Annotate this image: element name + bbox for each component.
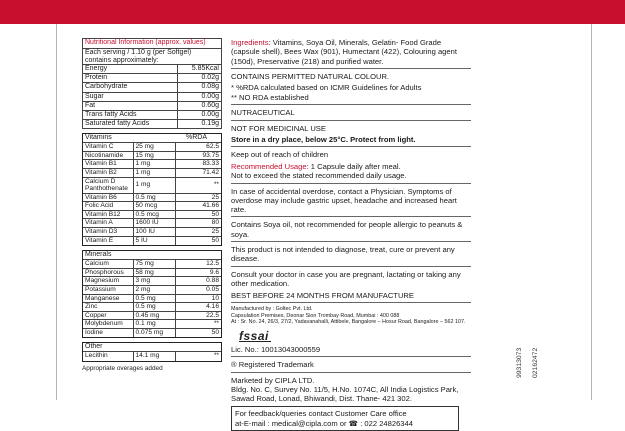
table-cell: 0.05 <box>175 285 221 294</box>
divider <box>231 104 471 105</box>
vitamins-header-label: Vitamins <box>85 133 112 141</box>
colour-notice: CONTAINS PERMITTED NATURAL COLOUR. <box>231 71 390 81</box>
table-row <box>83 65 222 74</box>
table-row <box>83 151 221 160</box>
table-cell: 50 <box>175 328 221 337</box>
table-cell: 0.19g <box>177 119 221 128</box>
table-cell: 25 <box>175 193 221 202</box>
ingredients-text: : Vitamins, Soya Oil, Minerals, Gelatin- Food Grade (capsule shell), Bees Wax (901), Humectant (422), Colouring agent (150d), Preservative (218) and purified water. <box>231 38 457 66</box>
table-cell: Potassium <box>83 285 133 294</box>
soya-warning: Contains Soya oil, not recommended for people allergic to peanuts & soya. <box>231 220 463 239</box>
carton-top-band <box>0 0 625 24</box>
ingredients-label: Ingredients <box>231 38 269 47</box>
table-row <box>83 328 221 337</box>
table-cell: 0.00g <box>177 110 221 119</box>
divider <box>231 146 471 147</box>
table-cell: 0.1 mg <box>133 320 175 329</box>
nutrition-serving: Each serving / 1.10 g (per Softgel) contains approximately: <box>83 49 222 65</box>
table-row <box>83 320 221 329</box>
table-cell: ** <box>213 352 219 360</box>
divider <box>231 302 471 303</box>
feedback-line-1: For feedback/queries contact Customer Care office <box>235 409 407 419</box>
trademark-note: ® Registered Trademark <box>231 360 314 370</box>
table-cell: 0.88 <box>175 277 221 286</box>
table-cell: Carbohydrate <box>83 83 178 92</box>
table-cell: 25 mg <box>133 143 175 152</box>
other-table <box>82 342 222 362</box>
table-cell: Zinc <box>83 303 133 312</box>
table-cell: 0.5 mg <box>133 294 175 303</box>
table-cell: 0.075 mg <box>133 328 175 337</box>
table-cell: Folic Acid <box>83 202 133 211</box>
disclaimer: This product is not intended to diagnose, treat, cure or prevent any disease. <box>231 245 455 264</box>
table-cell: Trans fatty Acids <box>83 110 178 119</box>
divider <box>231 356 471 357</box>
vitamins-table <box>82 133 222 246</box>
table-cell: 2 mg <box>133 285 175 294</box>
table-cell: Molybdenum <box>83 320 133 329</box>
table-row <box>83 110 222 119</box>
table-cell: 25 <box>175 227 221 236</box>
table-row <box>83 260 221 269</box>
table-row <box>83 160 221 169</box>
table-row <box>83 303 221 312</box>
table-cell: 50 mcg <box>133 202 175 211</box>
divider <box>231 241 471 242</box>
divider <box>231 372 471 373</box>
children-warning: Keep out of reach of children <box>231 150 329 160</box>
table-row <box>83 119 222 128</box>
table-cell: 1 mg <box>133 160 175 169</box>
table-row <box>83 311 221 320</box>
table-cell: Vitamin B1 <box>83 160 133 169</box>
table-cell: Vitamin B12 <box>83 210 133 219</box>
table-cell: 1 mg <box>133 168 175 177</box>
table-cell: 50 <box>175 236 221 245</box>
rda-note: * %RDA calculated based on ICMR Guidelines for Adults <box>231 83 422 93</box>
table-cell: Lecithin <box>83 352 133 361</box>
divider <box>231 183 471 184</box>
ingredients <box>231 38 471 66</box>
table-row <box>83 219 221 228</box>
table-row <box>83 285 221 294</box>
table-cell: 15 mg <box>133 151 175 160</box>
table-cell: 4.16 <box>175 303 221 312</box>
table-cell: 1600 IU <box>133 219 175 228</box>
storage-instructions: Store in a dry place, below 25°C. Protect from light. <box>231 134 416 144</box>
marketer-address: Bldg. No. C, Survey No. 11/5, H.No. 1074C, All India Logistics Park, Sawad Road, Lonad, Bhiwandi, Dist. Thane- 421 302. <box>231 384 459 404</box>
table-row <box>83 352 221 361</box>
table-cell: 75 mg <box>133 260 175 269</box>
manufacturer-info <box>231 306 471 326</box>
table-cell: 0.5 mg <box>133 193 175 202</box>
table-cell: 0.60g <box>177 101 221 110</box>
table-cell: 3 mg <box>133 277 175 286</box>
nutrition-table <box>82 38 222 129</box>
table-cell: 93.75 <box>175 151 221 160</box>
license-number: Lic. No.: 10013043000559 <box>231 344 321 354</box>
table-cell: 0.02g <box>177 74 221 83</box>
no-rda-note: ** NO RDA established <box>231 92 309 102</box>
table-cell: 14.1 mg <box>133 352 175 361</box>
overages-note: Appropriate overages added <box>82 364 163 372</box>
table-row <box>83 227 221 236</box>
table-row <box>83 202 221 211</box>
table-row <box>83 210 221 219</box>
table-cell: 1 mg <box>133 177 175 193</box>
table-row <box>83 236 221 245</box>
capsulation-premises: Capsulation Premises, Deonar Sion Trombay Road, Mumbai : 400 088 <box>231 312 400 319</box>
table-cell: Manganese <box>83 294 133 303</box>
table-cell: 41.66 <box>175 202 221 211</box>
other-header-label: Other <box>85 342 103 350</box>
table-row <box>83 74 222 83</box>
table-cell: 83.33 <box>175 160 221 169</box>
table-cell: Magnesium <box>83 277 133 286</box>
table-cell: Sugar <box>83 92 178 101</box>
table-cell: 58 mg <box>133 268 175 277</box>
not-medicinal: NOT FOR MEDICINAL USE <box>231 123 326 133</box>
table-row <box>83 177 221 193</box>
table-cell: Energy <box>83 65 178 74</box>
minerals-header-label: Minerals <box>85 250 112 258</box>
table-cell: Fat <box>83 101 178 110</box>
table-cell: 5 IU <box>133 236 175 245</box>
table-cell: 50 <box>175 210 221 219</box>
marketed-by: Marketed by CIPLA LTD. <box>231 375 315 385</box>
table-cell: Vitamin B2 <box>83 168 133 177</box>
best-before: BEST BEFORE 24 MONTHS FROM MANUFACTURE <box>231 290 414 300</box>
table-row <box>83 168 221 177</box>
product-info-panel <box>231 38 471 431</box>
usage-text: : 1 Capsule daily after meal. <box>306 161 401 171</box>
table-cell: 12.5 <box>206 259 219 267</box>
table-cell: Vitamin E <box>83 236 133 245</box>
table-cell: 0.08g <box>177 83 221 92</box>
table-cell: 5.85Kcal <box>177 65 221 74</box>
table-cell: Vitamin A <box>83 219 133 228</box>
table-cell: Vitamin D3 <box>83 227 133 236</box>
table-cell: 0.5 mcg <box>133 210 175 219</box>
table-cell: Iodine <box>83 328 133 337</box>
divider <box>231 266 471 267</box>
table-cell: Calcium <box>83 260 133 269</box>
table-row <box>83 101 222 110</box>
table-cell: 100 IU <box>133 227 175 236</box>
table-cell: 71.42 <box>175 168 221 177</box>
table-row <box>83 268 221 277</box>
table-cell: ** <box>175 320 221 329</box>
minerals-header <box>83 251 221 260</box>
table-row <box>83 193 221 202</box>
category: NUTRACEUTICAL <box>231 108 295 118</box>
nutrition-title: Nutritional Information (approx. values) <box>83 39 222 49</box>
recommended-usage <box>231 162 471 171</box>
table-row <box>83 143 221 152</box>
table-cell: 0.5 mg <box>133 303 175 312</box>
batch-code-a: 99313073 <box>516 347 523 378</box>
divider <box>231 120 471 121</box>
table-cell: 9.6 <box>175 268 221 277</box>
table-row <box>83 92 222 101</box>
minerals-table <box>82 250 222 338</box>
table-row <box>83 294 221 303</box>
table-cell: 62.5 <box>206 142 219 150</box>
table-cell: 22.5 <box>175 311 221 320</box>
divider <box>231 216 471 217</box>
usage-label: Recommended Usage <box>231 161 307 171</box>
table-cell: Vitamin C <box>83 143 133 152</box>
rda-header-label: %RDA <box>185 133 207 141</box>
usage-limit: Not to exceed the stated recommended daily usage. <box>231 171 407 181</box>
table-cell: Copper <box>83 311 133 320</box>
table-cell: 80 <box>175 219 221 228</box>
nutrition-panel <box>82 38 222 372</box>
other-header <box>83 343 221 352</box>
table-cell: ** <box>175 177 221 193</box>
divider <box>231 68 471 69</box>
fssai-logo: fssai <box>239 329 269 344</box>
batch-code-b: 02162472 <box>532 347 539 378</box>
manufactured-by: Manufactured by : Goltec Pvt. Ltd. <box>231 305 313 312</box>
manufacturing-address: At : Sr. No. 24, 26/3, 27/2, Yadavanahalli, Attibele, Bangalore – Hosur Road, Bangalore – 562 107. <box>231 319 466 326</box>
table-row <box>83 277 221 286</box>
table-cell: 0.45 mg <box>133 311 175 320</box>
table-cell: Protein <box>83 74 178 83</box>
table-cell: Vitamin B6 <box>83 193 133 202</box>
table-cell: 0.00g <box>177 92 221 101</box>
feedback-line-2: at-E-mail : medical@cipla.com or ☎ : 022 24826344 <box>235 418 413 428</box>
customer-care-box <box>231 406 459 431</box>
pregnancy-warning: Consult your doctor in case you are pregnant, lactating or taking any other medication. <box>231 269 461 289</box>
table-cell: Saturated fatty Acids <box>83 119 178 128</box>
table-cell: 10 <box>175 294 221 303</box>
table-cell: Calcium D Panthothenate <box>83 177 133 193</box>
vitamins-header <box>83 134 221 143</box>
overdose-warning: In case of accidental overdose, contact a Physician. Symptoms of overdose may include gastric upset, headache and increased heart rate. <box>231 186 457 214</box>
table-cell: Nicotinamide <box>83 151 133 160</box>
table-cell: Phosphorous <box>83 268 133 277</box>
table-row <box>83 83 222 92</box>
